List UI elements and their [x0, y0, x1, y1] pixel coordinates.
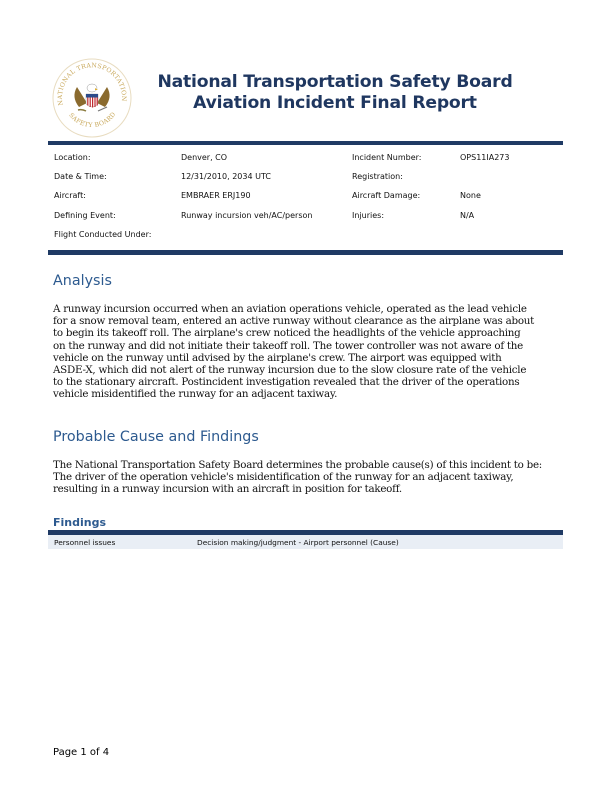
analysis-heading: Analysis — [53, 273, 112, 289]
info-divider — [48, 250, 563, 255]
report-title — [150, 72, 520, 114]
info-label: Aircraft: — [54, 191, 86, 200]
analysis-line: ASDE-X, which did not alert of the runway incursion due to the slow closure rate of the vehicle — [53, 364, 527, 377]
header-divider — [48, 141, 563, 145]
probable-cause-line: resulting in a runway incursion with an aircraft in position for takeoff. — [53, 483, 402, 496]
svg-text:SAFETY BOARD: SAFETY BOARD — [67, 110, 118, 130]
info-label: Incident Number: — [352, 153, 422, 162]
analysis-line: to the stationary aircraft. Postincident investigation revealed that the driver of the operations — [53, 376, 520, 389]
info-value: Denver, CO — [181, 153, 228, 162]
probable-cause-line: The driver of the operation vehicle's misidentification of the runway for an adjacent taxiway, — [53, 471, 514, 484]
info-value: OPS11IA273 — [460, 153, 510, 162]
analysis-line: A runway incursion occurred when an aviation operations vehicle, operated as the lead vehicle — [53, 303, 527, 315]
info-label: Injuries: — [352, 211, 385, 220]
svg-text:NATIONAL TRANSPORTATION: NATIONAL TRANSPORTATION — [56, 62, 128, 106]
finding-detail: Decision making/judgment - Airport personnel (Cause) — [197, 538, 399, 547]
report-title-line2: Aviation Incident Final Report — [193, 93, 477, 113]
analysis-text — [53, 303, 563, 401]
probable-cause-heading: Probable Cause and Findings — [53, 429, 259, 445]
probable-cause-line: The National Transportation Safety Board determines the probable cause(s) of this incident to be: — [53, 459, 543, 471]
info-label: Registration: — [352, 172, 403, 181]
analysis-line: vehicle misidentified the runway for an adjacent taxiway. — [53, 388, 338, 401]
probable-cause-text — [53, 459, 563, 496]
ntsb-seal-icon — [51, 57, 133, 139]
findings-table — [48, 530, 563, 549]
page-number: Page 1 of 4 — [53, 747, 110, 758]
ntsb-seal-logo — [51, 57, 133, 139]
info-value: N/A — [460, 211, 475, 220]
report-title-line1: National Transportation Safety Board — [157, 72, 513, 92]
info-label: Aircraft Damage: — [352, 191, 421, 200]
finding-category: Personnel issues — [54, 538, 116, 547]
info-value: Runway incursion veh/AC/person — [181, 211, 313, 220]
info-label: Flight Conducted Under: — [54, 230, 152, 239]
info-value: EMBRAER ERJ190 — [181, 191, 251, 200]
analysis-line: vehicle on the runway until advised by the airplane's crew. The airport was equipped with — [53, 351, 502, 364]
info-value: 12/31/2010, 2034 UTC — [181, 172, 271, 181]
findings-heading: Findings — [53, 516, 107, 529]
info-label: Location: — [54, 153, 91, 162]
info-label: Date & Time: — [54, 172, 107, 181]
findings-row — [48, 535, 563, 549]
analysis-line: for a snow removal team, entered an active runway without clearance as the airplane was about — [53, 315, 535, 328]
info-label: Defining Event: — [54, 211, 116, 220]
analysis-line: to begin its takeoff roll. The airplane's crew noticed the headlights of the vehicle approaching — [53, 327, 521, 340]
analysis-line: on the runway and did not initiate their takeoff roll. The tower controller was not aware of the — [53, 339, 524, 352]
info-value: None — [460, 191, 481, 200]
